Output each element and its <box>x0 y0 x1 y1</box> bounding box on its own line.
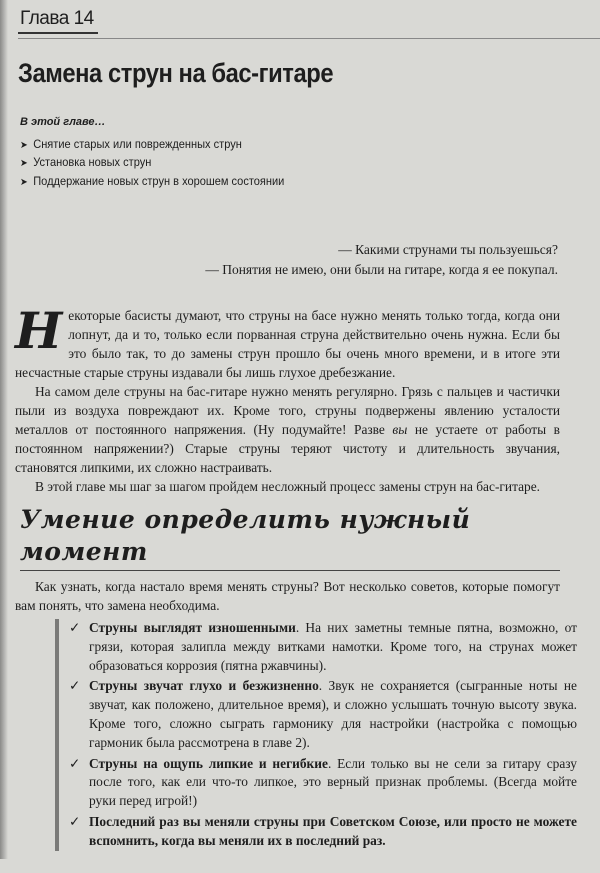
intro-text <box>15 301 560 496</box>
bullet-text: Установка новых струн <box>33 155 152 169</box>
check-icon: ✓ <box>69 620 81 635</box>
item-title: Струны на ощупь липкие и негибкие <box>89 755 328 771</box>
paragraph <box>15 382 560 477</box>
main-text-flow <box>15 301 577 873</box>
page-edge-shadow <box>0 0 8 859</box>
check-icon: ✓ <box>69 678 81 694</box>
checklist-item <box>69 813 577 851</box>
check-icon: ✓ <box>69 813 81 829</box>
checklist-item <box>69 619 577 675</box>
paragraph <box>15 301 560 382</box>
item-text: . Звук не сохраняется (сыгранные ноты не звучат, как положено, длительное время), и сложно услышать точную высоту звука. Кроме того, сложно сыграть гармонику для настройки (настройка с помощью гармоник была рассмотрена в главе 2). <box>89 678 577 750</box>
arrow-bullet-icon: ➤ <box>20 158 28 169</box>
bullet-text: Снятие старых или поврежденных струн <box>33 137 242 151</box>
paragraph: Как узнать, когда настало время менять струны? Вот несколько советов, которые помогут вам понять, что замена необходима. <box>15 579 560 613</box>
paragraph-text: екоторые басисты думают, что струны на басе нужно менять только тогда, когда они лопнут, да и то, только если порванная струна действительно очень нужна. Если бы это было так, то до замены струн прошло бы очень много времени, и в итоге эти несчастные старые струны издавали бы лишь глухое дребезжание. <box>15 308 560 380</box>
bullet-item <box>20 174 284 188</box>
item-title: Струны звучат глухо и безжизненно <box>89 678 319 694</box>
paragraph-text: не устаете от работы в постоянном напряжении?) Старые струны теряют чистоту и длительность звучания, становятся липкими, их сложно настраивать. <box>15 422 560 475</box>
checklist-item <box>69 755 577 811</box>
item-text: . На них заметны темные пятна, возможно, от грязи, которая залипла между витками намотки. Кроме того, на струнах может образоваться коррозия (пятна ржавчины). <box>89 620 577 673</box>
page-title: Замена струн на бас-гитаре <box>18 58 334 88</box>
item-title: Струны выглядят изношенными <box>89 620 296 635</box>
section-lead <box>15 577 560 615</box>
bullet-item <box>20 137 242 151</box>
item-text: . Если только вы не сели за гитару сразу после того, как ели что-то липкое, это верный признак проблемы. (Всегда мойте руки перед игрой!) <box>89 755 577 809</box>
paragraph: В этой главе мы шаг за шагом пройдем несложный процесс замены струн на бас-гитаре. <box>35 479 541 494</box>
item-title: Последний раз вы меняли струны при Советском Союзе, или просто не можете вспомнить, когда вы меняли их в последний раз. <box>89 813 577 848</box>
arrow-bullet-icon: ➤ <box>20 177 28 188</box>
check-icon: ✓ <box>69 755 81 771</box>
paragraph-text: На самом деле струны на бас-гитаре нужно менять регулярно. Грязь с пальцев и частички пыли из воздуха повреждают их. Кроме того, струны подвержены явлению усталости металлов от постоянного напряжения. (Ну подумайте! Разве <box>15 384 560 437</box>
drop-cap: Н <box>15 301 63 360</box>
checklist-item <box>69 677 577 752</box>
bullet-item <box>20 155 151 169</box>
arrow-bullet-icon: ➤ <box>20 140 28 151</box>
bullet-text: Поддержание новых струн в хорошем состоянии <box>33 174 285 188</box>
emphasis: вы <box>392 422 408 437</box>
epigraph-line: — Понятия не имею, они были на гитаре, когда я ее покупал. <box>205 262 558 277</box>
in-chapter-label: В этой главе… <box>20 116 106 128</box>
section-heading: Умение определить нужный момент <box>20 504 560 571</box>
checklist <box>55 619 577 851</box>
divider <box>18 38 600 39</box>
chapter-label: Глава 14 <box>18 8 98 34</box>
epigraph-line: — Какими струнами ты пользуешься? <box>338 242 558 257</box>
